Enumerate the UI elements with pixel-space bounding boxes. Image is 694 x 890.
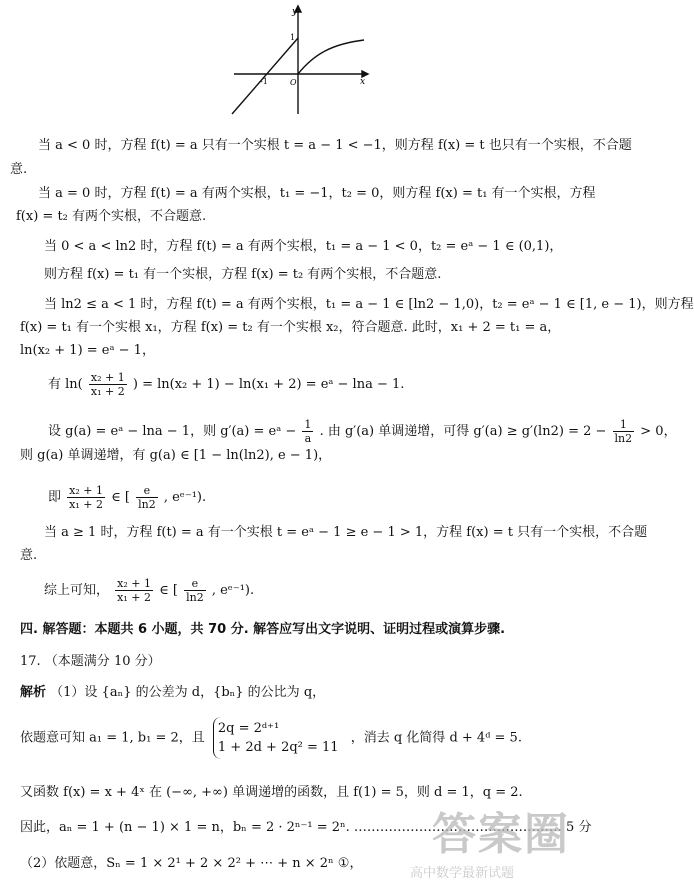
range-result-fraction bbox=[67, 484, 105, 511]
g-derivative-numerator: 1 bbox=[304, 418, 312, 431]
ln2-denominator: ln2 bbox=[614, 432, 633, 445]
general-term-line: 因此，aₙ = 1 + (n − 1) × 1 = n，bₙ = 2 · 2ⁿ⁻¹ = 2ⁿ. ………………………………………… 5 分 bbox=[20, 820, 592, 835]
log-ratio-post: ) = ln(x₂ + 1) − ln(x₁ + 2) = eᵃ − lna − 1. bbox=[132, 377, 405, 392]
watermark-logo-text: 答案圈 bbox=[432, 809, 570, 860]
conclusion-e-denominator: ln2 bbox=[186, 591, 204, 604]
case-a-zero-line2: f(x) = t₂ 有两个实根，不合题意. bbox=[16, 209, 207, 224]
monotonic-function-line: 又函数 f(x) = x + 4ˣ 在 (−∞, +∞) 单调递增的函数，且 f(1) = 5，则 d = 1，q = 2. bbox=[20, 785, 523, 800]
range-result-denominator: x₁ + 2 bbox=[69, 498, 103, 511]
case-a-mid-line2: f(x) = t₁ 有一个实根 x₁，方程 f(x) = t₂ 有一个实根 x₂，符合题意. 此时，x₁ + 2 = t₁ = a， bbox=[20, 320, 561, 335]
conclusion-denominator: x₁ + 2 bbox=[117, 591, 151, 604]
g-function-pre: 设 g(a) = eᵃ − lna − 1，则 g′(a) = eᵃ − bbox=[48, 424, 297, 439]
g-function-post: > 0， bbox=[640, 424, 677, 439]
equation-case-1: 2q = 2ᵈ⁺¹ bbox=[217, 721, 280, 736]
graph-curve-right bbox=[298, 40, 364, 74]
range-result-post: , eᵉ⁻¹). bbox=[163, 490, 207, 505]
log-ratio-pre: 有 ln( bbox=[48, 377, 83, 392]
conclusion-e-fraction bbox=[184, 577, 206, 604]
origin-label: O bbox=[290, 78, 297, 87]
equation-system bbox=[213, 717, 343, 759]
conclusion-post: , eᵉ⁻¹). bbox=[211, 583, 255, 598]
question-17-title: 17. （本题满分 10 分） bbox=[20, 654, 161, 669]
solution-label: 解析 bbox=[20, 685, 47, 700]
graph-line-left bbox=[232, 38, 298, 114]
section-four-heading: 四. 解答题：本题共 6 小题，共 70 分. 解答应写出文字说明、证明过程或演算步骤. bbox=[20, 622, 506, 637]
log-ratio-denominator: x₁ + 2 bbox=[90, 385, 125, 398]
range-result-pre: 即 bbox=[48, 490, 62, 505]
watermark-caption: 高中数学最新试题 bbox=[410, 866, 515, 881]
case-a-small-line1: 当 0 < a < ln2 时，方程 f(t) = a 有两个实根，t₁ = a − 1 < 0，t₂ = eᵃ − 1 ∈ (0,1)， bbox=[44, 239, 563, 254]
case-a-large-line2: 意. bbox=[20, 548, 38, 563]
watermark bbox=[408, 798, 598, 886]
conclusion-pre: 综上可知， bbox=[44, 583, 110, 598]
range-result-numerator: x₂ + 1 bbox=[69, 484, 103, 497]
system-equation-pre: 依题意可知 a₁ = 1, b₁ = 2，且 bbox=[20, 730, 205, 746]
case-a-large-line1: 当 a ≥ 1 时，方程 f(t) = a 有一个实根 t = eᵃ − 1 ≥ e − 1 > 1，方程 f(x) = t 只有一个实根，不合题 bbox=[44, 525, 648, 540]
x-axis-label: x bbox=[360, 77, 366, 87]
tick-1: 1 bbox=[290, 33, 296, 42]
case-a-zero-line1: 当 a = 0 时，方程 f(t) = a 有两个实根，t₁ = −1，t₂ = 0，则方程 f(x) = t₁ 有一个实根，方程 bbox=[38, 186, 596, 201]
case-a-neg-line2: 意. bbox=[10, 162, 28, 177]
log-ratio-numerator: x₂ + 1 bbox=[90, 371, 125, 384]
conclusion-numerator: x₂ + 1 bbox=[117, 577, 151, 590]
sum-part2-line: （2）依题意，Sₙ = 1 × 2¹ + 2 × 2² + ⋯ + n × 2ⁿ ①， bbox=[20, 856, 363, 871]
system-equation-post: ，消去 q 化简得 d + 4ᵈ = 5. bbox=[350, 730, 522, 746]
range-result-e-numerator: e bbox=[136, 484, 158, 498]
equation-case-2: 1 + 2d + 2q² = 11 bbox=[217, 740, 339, 755]
range-result-mid: ∈ [ bbox=[111, 490, 130, 505]
conclusion-fraction bbox=[115, 577, 153, 604]
range-result-e-denominator: ln2 bbox=[138, 498, 156, 511]
conclusion-mid: ∈ [ bbox=[159, 583, 178, 598]
conclusion-line bbox=[44, 577, 254, 604]
tick-neg1: -1 bbox=[260, 77, 268, 86]
g-derivative-denominator: a bbox=[304, 432, 312, 445]
log-ratio-line bbox=[48, 371, 404, 398]
y-axis-label: y bbox=[292, 7, 298, 17]
g-function-line bbox=[48, 418, 677, 445]
ln2-fraction bbox=[613, 418, 635, 445]
range-result-e-fraction bbox=[136, 484, 158, 511]
g-function-mid: . 由 g′(a) 单调递增，可得 g′(a) ≥ g′(ln2) = 2 − bbox=[319, 424, 607, 439]
case-a-neg-line1: 当 a < 0 时，方程 f(t) = a 只有一个实根 t = a − 1 < −1，则方程 f(x) = t 也只有一个实根，不合题 bbox=[38, 138, 632, 153]
solution-part1-line bbox=[20, 684, 325, 702]
range-result-line bbox=[48, 484, 206, 511]
g-monotonic-line: 则 g(a) 单调递增，有 g(a) ∈ [1 − ln(ln2), e − 1)， bbox=[20, 448, 332, 463]
case-a-mid-line1: 当 ln2 ≤ a < 1 时，方程 f(t) = a 有两个实根，t₁ = a − 1 ∈ [ln2 − 1,0)，t₂ = eᵃ − 1 ∈ [1, e − 1)，则方程 bbox=[44, 297, 694, 312]
log-ratio-fraction bbox=[89, 371, 127, 398]
conclusion-e-numerator: e bbox=[184, 577, 206, 591]
ln2-numerator: 1 bbox=[613, 418, 635, 432]
solution-part1-text: （1）设 {aₙ} 的公差为 d，{bₙ} 的公比为 q， bbox=[50, 685, 326, 700]
g-derivative-fraction bbox=[302, 418, 313, 445]
case-a-small-line2: 则方程 f(x) = t₁ 有一个实根，方程 f(x) = t₂ 有两个实根，不合题意. bbox=[44, 267, 442, 282]
case-a-mid-line3: ln(x₂ + 1) = eᵃ − 1， bbox=[20, 343, 155, 358]
function-graph bbox=[228, 2, 370, 120]
system-equation-line bbox=[20, 717, 522, 759]
